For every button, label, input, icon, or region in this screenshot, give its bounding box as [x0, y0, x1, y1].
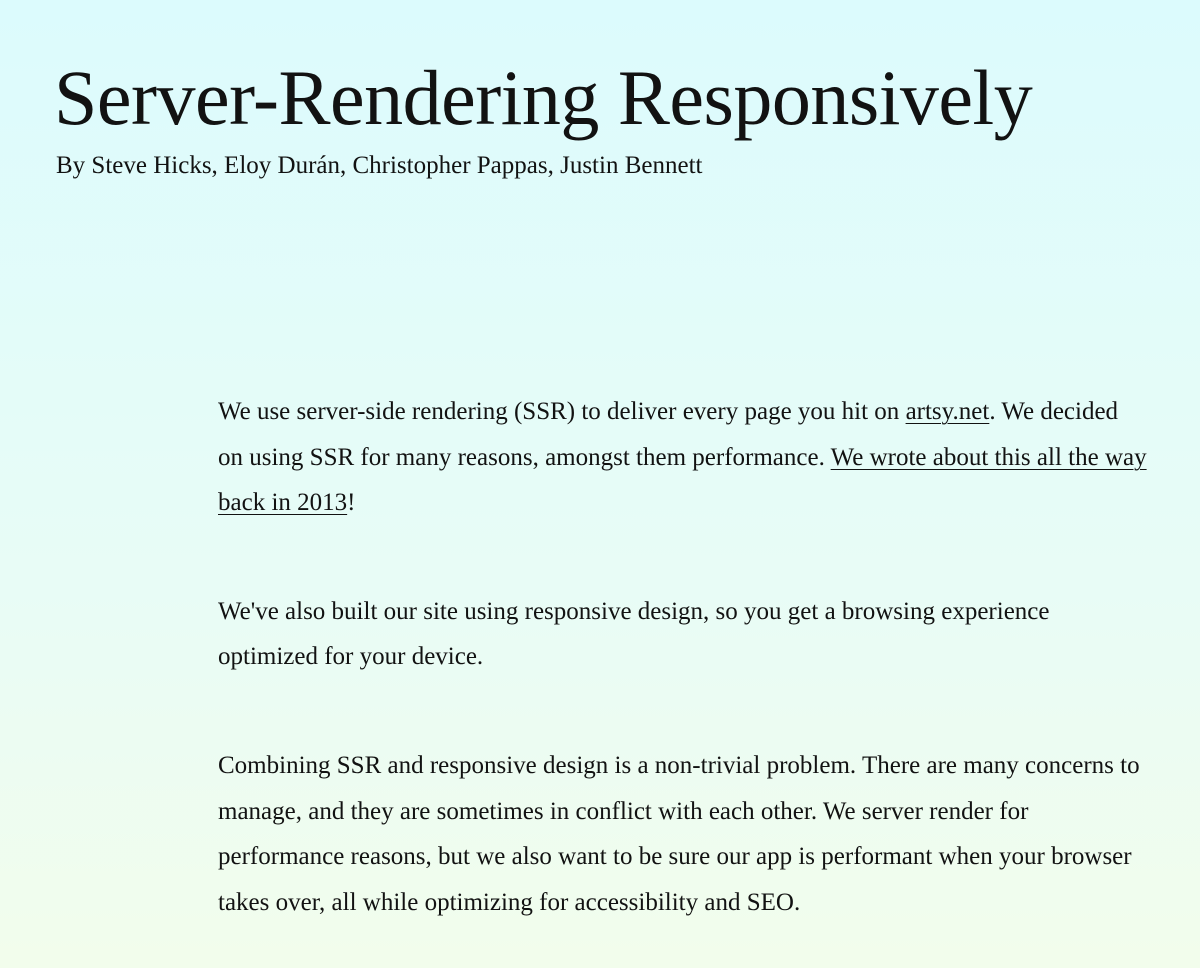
paragraph-combining-ssr: Combining SSR and responsive design is a non-trivial problem. There are many concerns to manage, and they are sometimes in conflict with each other. We server render for performance reasons, but we also want to be sure our app is performant when your browser takes over, all while optimizing for accessibility and SEO. — [218, 751, 1140, 916]
paragraph-ssr-text-a: We use server-side rendering (SSR) to deliver every page you hit on — [218, 398, 906, 425]
article-body — [218, 389, 1148, 925]
article-header — [54, 52, 1032, 182]
paragraph-ssr-text-b: . We decided on using SSR for many reasons, amongst them performance. — [218, 398, 1119, 471]
wrote-about-2013-link[interactable]: We wrote about this all the way back in 2013 — [218, 443, 1147, 517]
author-byline: By Steve Hicks, Eloy Durán, Christopher Pappas, Justin Bennett — [56, 152, 703, 179]
paragraph-responsive-design: We've also built our site using responsive design, so you get a browsing experience optimized for your device. — [218, 597, 1050, 671]
paragraph-ssr-intro — [218, 389, 1148, 526]
paragraph-ssr-text-c: ! — [347, 489, 356, 517]
artsy-net-link[interactable]: artsy.net — [905, 398, 990, 425]
page-title: Server-Rendering Responsively — [54, 54, 1033, 141]
